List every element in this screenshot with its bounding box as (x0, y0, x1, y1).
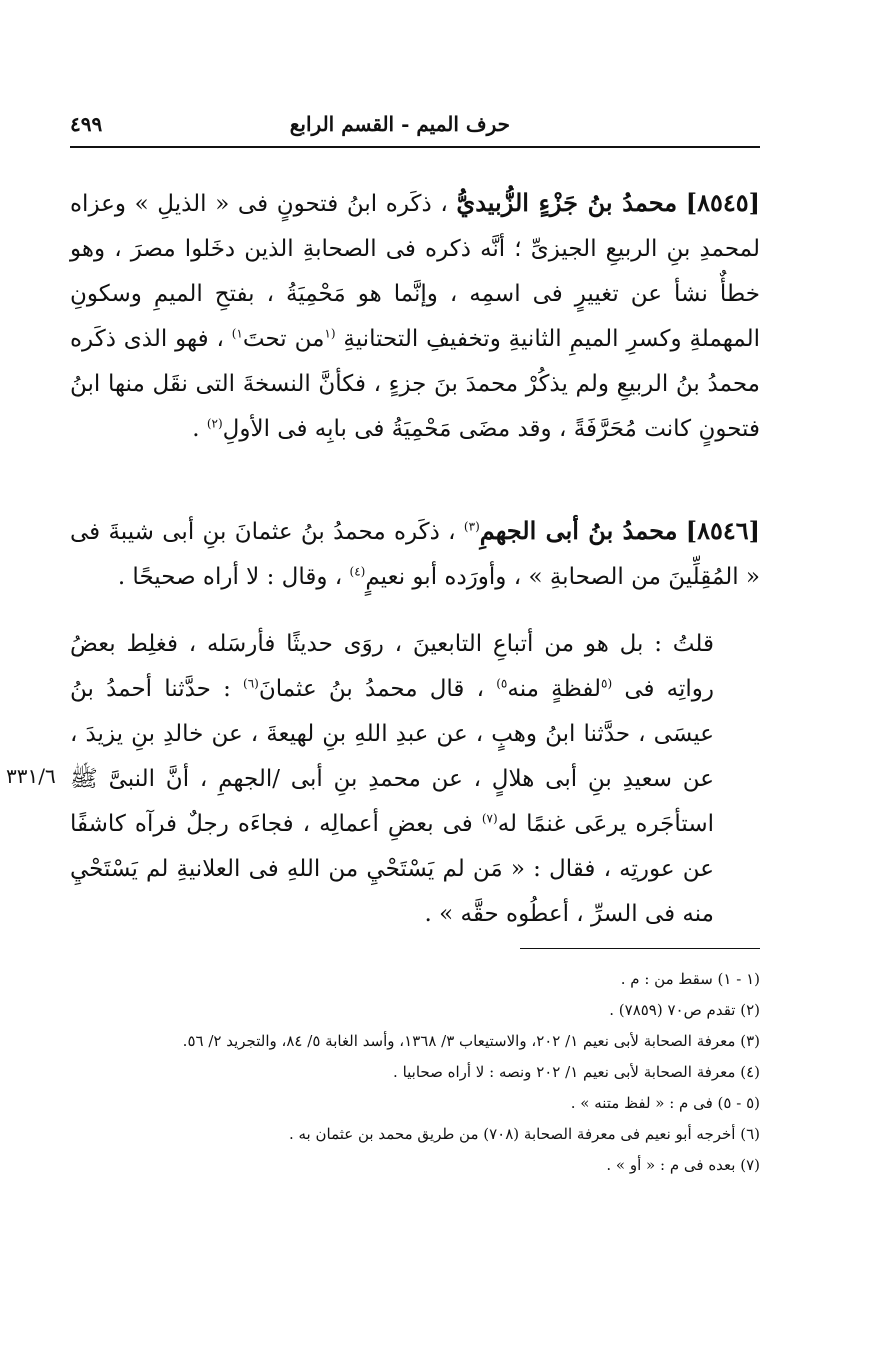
commentary-text: : حدَّثنا أحمدُ بنُ عيسَى ، حدَّثنا ابنُ وهبٍ ، عن عبدِ اللهِ بنِ لهيعةَ ، عن خالدِ بنِ يزيدَ ، عن سعيدِ بنِ أبى هلالٍ ، عن محمدِ بنِ أبى /الجهمِ ، أنَّ النبىَّ ﷺ استأجَره يرعَى غنمًا له (70, 676, 714, 837)
entry-8546: [٨٥٤٦] محمدُ بنُ أبى الجهمِ$^{(٣)}$ ، ذكَره محمدُ بنُ عثمانَ بنِ أبى شيبةَ فى « المُقِلِّينَ من الصحابةِ » ، وأورَده أبو نعيمٍ$^{(٤)}$ ، وقال : لا أراه صحيحًا . (70, 516, 761, 590)
commentary-text: ، قال محمدُ بنُ عثمانَ (258, 676, 485, 702)
footnote-marker: (١ (324, 326, 336, 341)
footnote-6: (٦) أخرجه أبو نعيم فى معرفة الصحابة (٧٠٨) من طريق محمد بن عثمان به . (288, 1125, 760, 1143)
footnote-5: (٥ - ٥) فى م : « لفظ متنه » . (570, 1094, 760, 1112)
page-header (70, 108, 760, 148)
footnote-marker: (٢) (206, 416, 223, 431)
entry-text: ، فهو الذى ذكَره محمدُ بنُ الربيعِ ولم يذكُرْ محمدَ بنَ جزءٍ ، فكأنَّ النسخةَ التى نقَل منها ابنُ فتحونٍ كانت مُحَرَّفَةً ، وقد مضَى مَحْمِيَةُ فى بابِه فى الأولِ (70, 326, 760, 442)
entry-text: ، ذكَره محمدُ بنُ عثمانَ بنِ أبى شيبةَ فى « المُقِلِّينَ من الصحابةِ » ، وأورَده أبو نعيمٍ (70, 519, 760, 590)
entry-text: ، وقال : لا أراه صحيحًا . (117, 564, 343, 590)
entry-text: ، ذكَره ابنُ فتحونٍ فى « الذيلِ » وعزاه لمحمدِ بنِ الربيعِ الجيزىِّ ؛ أنَّه ذكره فى الصحابةِ الذين دخَلوا مصرَ ، وهو خطأٌ نشأ عن تغييرٍ فى اسمِه ، وإنَّما هو مَحْمِيَةُ ، بفتحِ الميمِ وسكونِ المهملةِ وكسرِ الميمِ الثانيةِ وتخفيفِ التحتانيةِ (70, 191, 760, 352)
footnote-1: (١ - ١) سقط من : م . (620, 970, 760, 988)
entry-name: محمدُ بنُ جَزْءٍ الزُّبيديُّ (456, 188, 678, 217)
footnote-4: (٤) معرفة الصحابة لأبى نعيم ١/ ٢٠٢ ونصه : لا أراه صحابيا . (393, 1063, 760, 1081)
entry-text: من تحتَ (242, 326, 325, 352)
entry-8545: [٨٥٤٥] محمدُ بنُ جَزْءٍ الزُّبيديُّ ، ذكَره ابنُ فتحونٍ فى « الذيلِ » وعزاه لمحمدِ بنِ الربيعِ الجيزىِّ ؛ أنَّه ذكره فى الصحابةِ الذين دخَلوا مصرَ ، وهو خطأٌ نشأ عن تغييرٍ فى اسمِه ، وإنَّما هو مَحْمِيَةُ ، بفتحِ الميمِ وسكونِ المهملةِ وكسرِ الميمِ الثانيةِ وتخفيفِ التحتانيةِ $^{(١}$من تحتَ$^{١)}$ ، فهو الذى ذكَره محمدُ بنُ الربيعِ ولم يذكُرْ محمدَ بنَ جزءٍ ، فكأنَّ النسخةَ التى نقَل منها ابنُ فتحونٍ كانت مُحَرَّفَةً ، وقد مضَى مَحْمِيَةُ فى بابِه فى الأولِ$^{(٢)}$ . (70, 188, 761, 442)
footnote-marker: (٣) (463, 519, 480, 534)
footnote-marker: ٥) (496, 676, 508, 691)
entry-name: محمدُ بنُ أبى الجهمِ (479, 516, 678, 545)
entry-number: [٨٥٤٥ (697, 188, 761, 217)
footnote-marker: ١) (231, 326, 243, 341)
entry-text: . (192, 416, 200, 442)
commentary-text: فى بعضِ أعمالِه ، فجاءَه رجلٌ فرآه كاشفًا عن عورتِه ، فقال : « مَن لم يَسْتَحْيِ من اللهِ فى العلانيةِ لم يَسْتَحْيِ منه فى السرِّ ، أعطُوه حقَّه » . (70, 811, 714, 927)
running-title: حرف الميم - القسم الرابع (289, 112, 510, 136)
commentary-text: لفظةٍ منه (507, 676, 601, 702)
footnote-2: (٢) تقدم ص٧٠ (٧٨٥٩) . (609, 1001, 760, 1019)
margin-reference: ٣٣١/٦ (6, 764, 56, 788)
footnote-marker: (٤) (349, 564, 366, 579)
footnote-marker: (٥ (601, 676, 613, 691)
footnote-7: (٧) بعده فى م : « أو » . (606, 1156, 760, 1174)
footnote-marker: (٧) (481, 811, 498, 826)
footnote-3: (٣) معرفة الصحابة لأبى نعيم ١/ ٢٠٢، والاستيعاب ٣/ ١٣٦٨، وأسد الغابة ٥/ ٨٤، والتجريد ٢/ ٥٦. (182, 1032, 760, 1050)
commentary-text: قلتُ : بل هو من أتباعِ التابعينَ ، روَى حديثًا فأرسَله ، فغلِط بعضُ رواتِه فى (70, 631, 715, 702)
footnotes (70, 964, 760, 1181)
entry-number: [٨٥٤٦ (697, 516, 761, 545)
footnote-marker: (٦) (243, 676, 259, 691)
footnote-divider (520, 948, 760, 949)
page-number: ٤٩٩ (70, 112, 103, 136)
commentary-paragraph (70, 622, 760, 937)
